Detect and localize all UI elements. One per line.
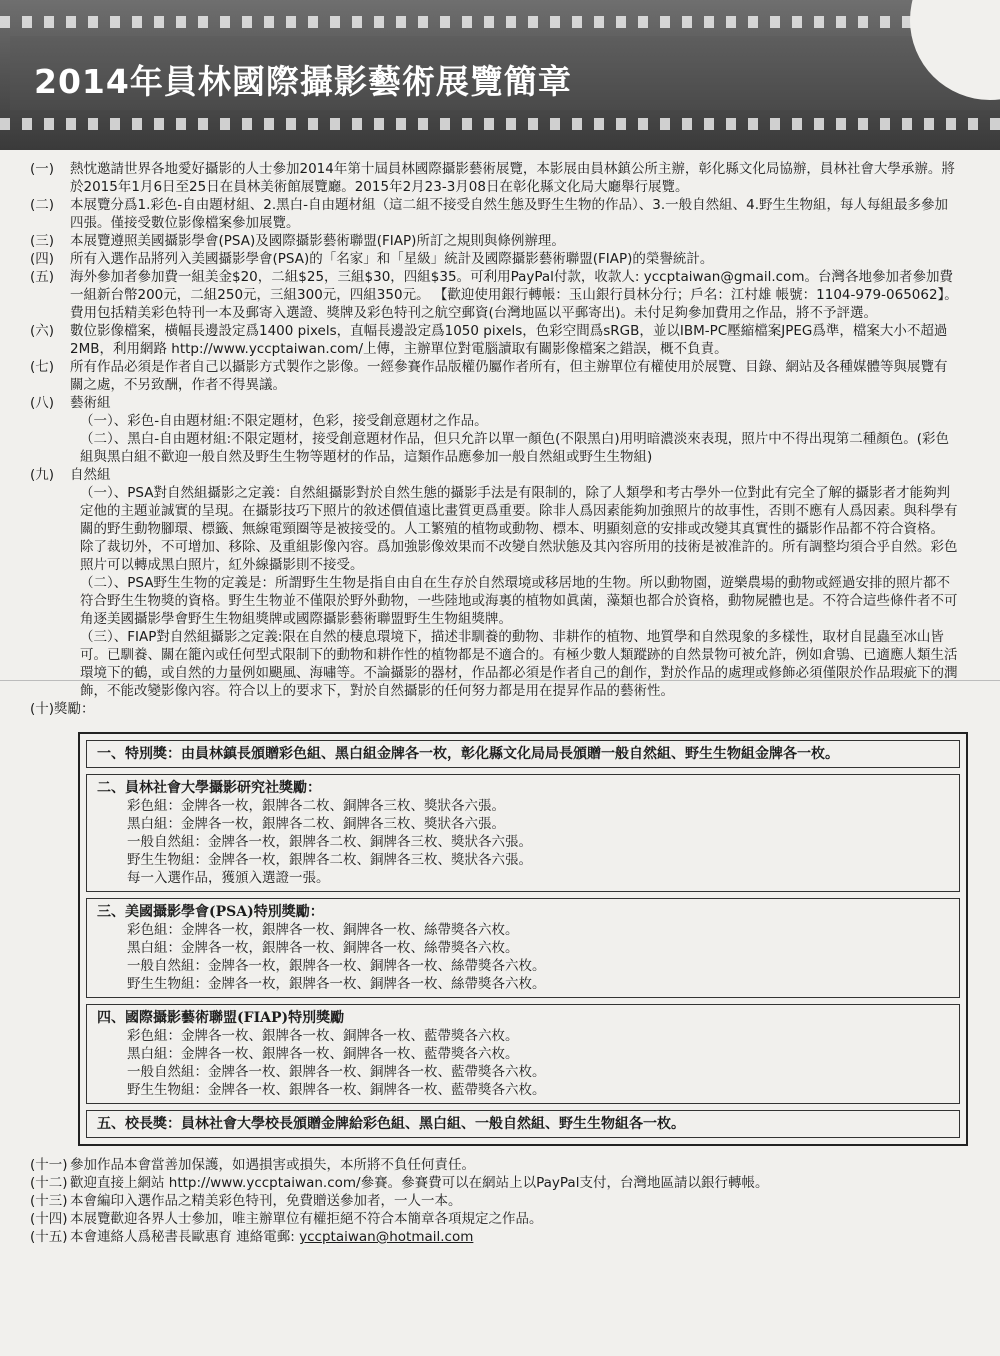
rule-item-2: (二) 本展覽分爲1.彩色-自由題材組、2.黑白-自由題材組（這二組不接受自然生態及野生生物的作品）、3.一般自然組、4.野生生物組，每人每組最多參加四張。僅接受數位影像檔案參加展覽。 [30, 197, 949, 231]
award-line: 野生生物組：金牌各一枚，銀牌各二枚、銅牌各三枚、獎狀各六張。 [127, 852, 532, 868]
art-group-sub-1: （一）、彩色-自由題材組:不限定題材，色彩，接受創意題材之作品。 [80, 413, 488, 429]
rule-item-3: (三) 本展覽遵照美國攝影學會(PSA)及國際攝影藝術聯盟(FIAP)所訂之規則與條例辦理。 [30, 233, 565, 249]
award-line: 黑白組：金牌各一枚，銀牌各一枚、銅牌各一枚、絲帶獎各六枚。 [127, 940, 519, 956]
nature-group-sub-1: （一）、PSA對自然組攝影之定義：自然組攝影對於自然生態的攝影手法是有限制的，除了人類學和考古學外一位對此有完全了解的攝影者才能夠判定他的主題並誠實的呈現。在攝影技巧下照片的敘述價值遠比畫質更爲重要。除非人爲因素能夠加強照片的故事性，否則不應有人爲因素。與科學有關的野生動物腳環、標籤、無線電頸圈等是被接受的。人工繁殖的植物或動物、標本、明顯刻意的安排或改變其真實性的攝影作品都不符合資格。 除了裁切外，不可增加、移除、及重組影像內容。爲加強影像效果而不改變自然狀態及其內容所用的技術是被准許的。所有調整均須合乎自然。彩色照片可以轉成黑白照片，紅外線攝影則不接受。 [80, 485, 958, 573]
art-group-sub-2: （二）、黑白-自由題材組:不限定題材，接受創意題材作品，但只允許以單一顏色(不限黑白)用明暗濃淡來表現，照片中不得出現第二種顏色。(彩色組與黑白組不歡迎一般自然及野生生物等題材的作品，這類作品應參加一般自然組或野生生物組) [80, 431, 949, 465]
award-line: 每一入選作品，獲頒入選證一張。 [127, 870, 330, 886]
award-psa: 三、美國攝影學會(PSA)特別獎勵： 彩色組：金牌各一枚，銀牌各一枚、銅牌各一枚、絲帶獎各六枚。 黑白組：金牌各一枚，銀牌各一枚、銅牌各一枚、絲帶獎各六枚。 一般自然組：金牌各一枚，銀牌各一枚、銅牌各一枚、絲帶獎各六枚。 野生生物組：金牌各一枚，銀牌各一枚、銅牌各一枚、絲帶獎各六枚。 [86, 898, 960, 998]
rule-item-12: (十二) 歡迎直接上網站 http://www.yccptaiwan.com/參賽。參賽費可以在網站上以PayPal支付，台灣地區請以銀行轉帳。 [30, 1175, 769, 1191]
rule-item-7: (七) 所有作品必須是作者自己以攝影方式製作之影像。一經參賽作品版權仍屬作者所有，但主辦單位有權使用於展覽、目錄、網站及各種媒體等與展覽有關之處，不另致酬，作者不得異議。 [30, 359, 948, 393]
award-line: 一般自然組：金牌各一枚，銀牌各一枚、銅牌各一枚、絲帶獎各六枚。 [127, 958, 546, 974]
award-line: 野生生物組：金牌各一枚、銀牌各一枚、銅牌各一枚、藍帶獎各六枚。 [127, 1082, 546, 1098]
award-fiap: 四、國際攝影藝術聯盟(FIAP)特別獎勵 彩色組：金牌各一枚、銀牌各一枚、銅牌各一枚、藍帶獎各六枚。 黑白組：金牌各一枚、銀牌各一枚、銅牌各一枚、藍帶獎各六枚。 一般自然組：金牌各一枚、銀牌各一枚、銅牌各一枚、藍帶獎各六枚。 野生生物組：金牌各一枚、銀牌各一枚、銅牌各一枚、藍帶獎各六枚。 [86, 1004, 960, 1104]
document-body [30, 160, 960, 1246]
award-line: 野生生物組：金牌各一枚，銀牌各一枚、銅牌各一枚、絲帶獎各六枚。 [127, 976, 546, 992]
award-principal: 五、校長獎：員林社會大學校長頒贈金牌給彩色組、黑白組、一般自然組、野生生物組各一枚。 [86, 1110, 960, 1138]
rule-item-1: (一) 熱忱邀請世界各地愛好攝影的人士參加2014年第十屆員林國際攝影藝術展覽，本影展由員林鎮公所主辦，彰化縣文化局協辦，員林社會大學承辦。將於2015年1月6日至25日在員林美術館展覽廳。2015年2月23-3月08日在彰化縣文化局大廳舉行展覽。 [30, 161, 955, 195]
contact-email-link[interactable]: yccptaiwan@hotmail.com [299, 1229, 474, 1245]
rule-item-4: (四) 所有入選作品將列入美國攝影學會(PSA)的「名家」和「星級」統計及國際攝影藝術聯盟(FIAP)的榮譽統計。 [30, 251, 714, 267]
award-line: 一般自然組：金牌各一枚，銀牌各二枚、銅牌各三枚、獎狀各六張。 [127, 834, 532, 850]
award-line: 一般自然組：金牌各一枚、銀牌各一枚、銅牌各一枚、藍帶獎各六枚。 [127, 1064, 546, 1080]
film-strip-bottom [0, 118, 1000, 130]
page-title: 2014年員林國際攝影藝術展覽簡章 [34, 62, 572, 101]
award-line: 彩色組：金牌各一枚，銀牌各一枚、銅牌各一枚、絲帶獎各六枚。 [127, 922, 519, 938]
rule-item-13: (十三) 本會編印入選作品之精美彩色特刊，免費贈送參加者，一人一本。 [30, 1193, 462, 1209]
nature-group-heading: (九) 自然組 [30, 467, 111, 483]
rule-item-15: (十五) 本會連絡人爲秘書長歐惠育 連絡電郵: yccptaiwan@hotmail.com [30, 1229, 474, 1245]
art-group-heading: (八) 藝術組 [30, 395, 111, 411]
contact-text: 本會連絡人爲秘書長歐惠育 連絡電郵: [70, 1229, 300, 1245]
awards-heading: (十)獎勵： [30, 701, 95, 717]
award-special: 一、特別獎：由員林鎮長頒贈彩色組、黑白組金牌各一枚，彰化縣文化局局長頒贈一般自然組、野生生物組金牌各一枚。 [86, 740, 960, 768]
nature-group-sub-3: （三）、FIAP對自然組攝影之定義:限在自然的棲息環境下，描述非馴養的動物、非耕作的植物、地質學和自然現象的多樣性，取材自昆蟲至冰山皆可。已馴養、關在籠內或任何型式限制下的動物和耕作性的植物都是不適合的。有極少數人類蹤跡的自然景物可被允許，例如倉鴞、已適應人類生活環境下的鶴，或自然的力量例如颶風、海嘯等。不論攝影的器材，作品都必須是作者自己的創作，對於作品的處理或修飾必須僅限於作品瑕疵下的潤飾，不能改變影像內容。符合以上的要求下，對於自然攝影的任何努力都是用在提昇作品的藝術性。 [80, 629, 958, 699]
award-line: 彩色組：金牌各一枚、銀牌各一枚、銅牌各一枚、藍帶獎各六枚。 [127, 1028, 519, 1044]
awards-table [78, 732, 968, 1146]
rule-item-11: (十一) 參加作品本會當善加保護，如遇損害或損失，本所將不負任何責任。 [30, 1157, 475, 1173]
award-line: 彩色組：金牌各一枚，銀牌各二枚、銅牌各三枚、獎狀各六張。 [127, 798, 505, 814]
award-line: 黑白組：金牌各一枚、銀牌各一枚、銅牌各一枚、藍帶獎各六枚。 [127, 1046, 519, 1062]
award-society: 二、員林社會大學攝影研究社獎勵： 彩色組：金牌各一枚，銀牌各二枚、銅牌各三枚、獎狀各六張。 黑白組：金牌各一枚，銀牌各二枚、銅牌各三枚、獎狀各六張。 一般自然組：金牌各一枚，銀牌各二枚、銅牌各三枚、獎狀各六張。 野生生物組：金牌各一枚，銀牌各二枚、銅牌各三枚、獎狀各六張。 每一入選作品，獲頒入選證一張。 [86, 774, 960, 892]
rule-item-6: (六) 數位影像檔案，橫幅長邊設定爲1400 pixels，直幅長邊設定爲1050 pixels，色彩空間爲sRGB，並以IBM-PC壓縮檔案JPEG爲準，檔案大小不超過2MB，利用網路 http://www.yccptaiwan.com/上傳，主辦單位對電腦讀取有關影像檔案之錯誤，概不負責。 [30, 323, 948, 357]
film-strip-top [0, 16, 1000, 28]
nature-group-sub-2: （二）、PSA野生生物的定義是：所謂野生生物是指自由自在生存於自然環境或移居地的生物。所以動物園，遊樂農場的動物或經過安排的照片都不符合野生生物獎的資格。野生生物並不僅限於野外動物，一些陸地或海裏的植物如眞菌，藻類也都合於資格，動物屍體也是。不符合這些條件者不可角逐美國攝影學會野生生物組獎牌或國際攝影藝術聯盟野生生物組獎牌。 [80, 575, 958, 627]
rule-item-14: (十四) 本展覽歡迎各界人士參加，唯主辦單位有權拒絕不符合本簡章各項規定之作品。 [30, 1211, 543, 1227]
rule-item-5: (五) 海外參加者參加費一組美金$20，二組$25，三組$30，四組$35。可利用PayPal付款，收款人: yccptaiwan@gmail.com。台灣各地參加者參加費一組新台幣200元，二組250元，三組300元，四組350元。 【歡迎使用銀行轉帳：玉山銀行員林分行；戶名：江村雄 帳號：1104-979-065062】。費用包括精美彩色特刊一本及郵寄入選證、獎牌及彩色特刊之航空郵資(台灣地區以平郵寄出)。未付足夠參加費用之作品，將不予評選。 [30, 269, 958, 321]
header-banner [0, 0, 1000, 150]
award-line: 黑白組：金牌各一枚，銀牌各二枚、銅牌各三枚、獎狀各六張。 [127, 816, 505, 832]
